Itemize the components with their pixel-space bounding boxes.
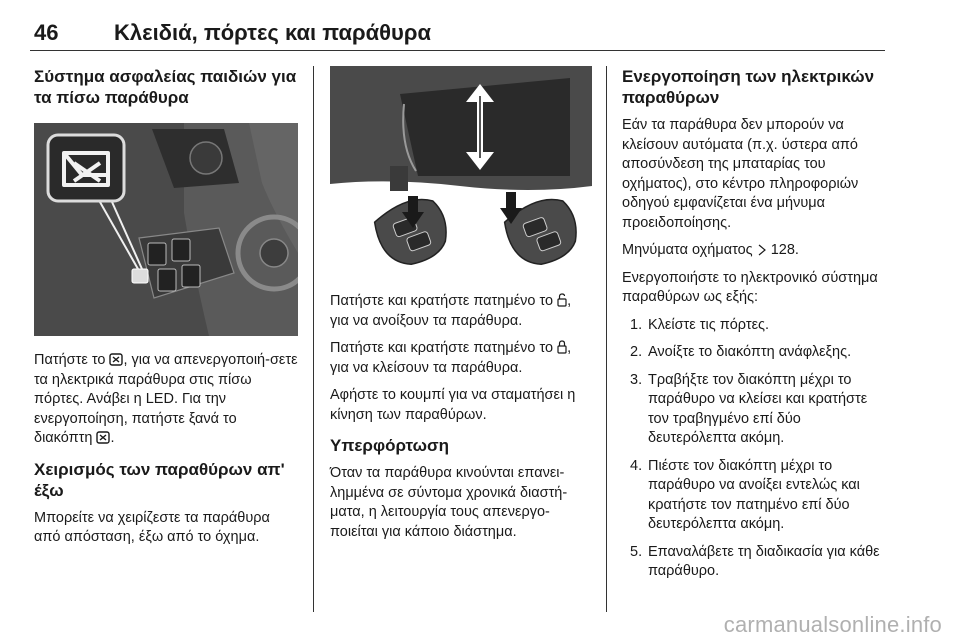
close-windows-paragraph: Πατήστε και κρατήστε πατημένο το , για να κλείσουν τα παράθυρα. [330,340,572,376]
column-2 [330,66,592,542]
window-and-key-drawing [330,66,592,276]
list-item: 4. Πιέστε τον διακόπτη μέχρι το παράθυρο να ανοίξει εντελώς και κρατήστε τον πατημένο επί δύο δευτερόλεπτα ακόμη. [630,457,860,532]
section-heading-activation: Ενεργοποίηση των ηλεκτρικών παραθύρων [622,67,875,107]
window-lock-icon [96,431,110,444]
header-divider [30,50,885,51]
remote-windows-paragraph: Μπορείτε να χειρίζεστε τα παράθυρα από απόσταση, έξω από το όχημα. [34,509,270,545]
list-item: 1. Κλείστε τις πόρτες. [630,316,770,333]
column-1 [34,66,298,548]
stop-windows-paragraph: Αφήστε το κουμπί για να σταματήσει η κίνηση των παραθύρων. [330,387,576,423]
door-switch-illustration [34,123,298,336]
list-item: 5. Επαναλάβετε τη διαδικασία για κάθε παράθυρο. [630,543,880,579]
activation-intro-paragraph: Εάν τα παράθυρα δεν μπορούν να κλείσουν αυτόματα (π.χ. ύστερα από αποσύνδεση της μπαταρίας του οχήματος), στο κέντρο πληροφοριών οδηγού εμφανίζεται ένα μήνυμα προειδοποίησης. [622,117,859,231]
key-fob-illustration [330,66,592,276]
window-lock-icon [109,353,123,366]
watermark: carmanualsonline.info [723,612,942,637]
door-panel-drawing [34,123,298,336]
activation-steps-intro: Ενεργοποιήστε το ηλεκτρονικό σύστημα παραθύρων ως εξής: [622,269,878,305]
section-heading-overload: Υπερφόρτωση [330,436,450,455]
overload-paragraph: Όταν τα παράθυρα κινούνται επανει-λημμένα σε σύντομα χρονικά διαστή-ματα, η λειτουργία τους απενεργο-ποιείται για κάποιο διάστημα. [330,465,568,540]
list-item: 2. Ανοίξτε το διακόπτη ανάφλεξης. [630,344,852,360]
page-number: 46 [34,20,59,45]
padlock-closed-icon [557,340,567,354]
section-heading-remote-windows: Χειρισμός των παραθύρων απ' έξω [34,459,285,500]
activation-steps-list [622,316,888,582]
section-heading-child-lock: Σύστημα ασφαλείας παιδιών για τα πίσω παράθυρα [34,67,297,107]
column-3 [622,66,888,590]
page-title: Κλειδιά, πόρτες και παράθυρα [114,20,431,45]
open-windows-paragraph: Πατήστε και κρατήστε πατημένο το , για να ανοίξουν τα παράθυρα. [330,293,572,329]
child-lock-paragraph: Πατήστε το , για να απενεργοποιή-σετε τα ηλεκτρικά παράθυρα στις πίσω πόρτες. Ανάβει η LED. Για την ενεργοποίηση, πατήστε ξανά το διακόπτη . [34,352,298,446]
column-divider-2 [606,66,607,612]
vehicle-messages-reference: Μηνύματα οχήματος 128. [622,242,799,258]
page-reference-arrow-icon [757,244,767,256]
page-header [30,16,885,52]
list-item: 3. Τραβήξτε τον διακόπτη μέχρι το παράθυρο να κλείσει και κρατήστε τον τραβηγμένο επί δύο δευτερόλεπτα ακόμη. [630,371,868,446]
padlock-open-icon [557,293,567,307]
column-divider-1 [313,66,314,612]
